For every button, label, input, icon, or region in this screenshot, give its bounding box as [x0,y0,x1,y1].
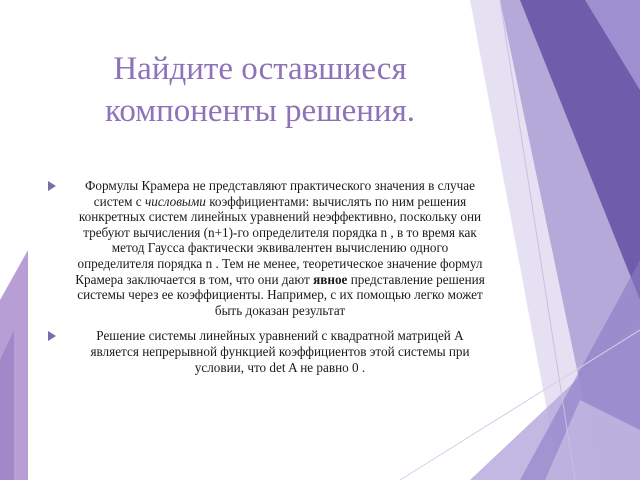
bullet1-part3: представление решения системы через ее коэффициенты. Например, с их помощью легко может быть доказан результат [77,271,485,318]
bullet-text-2: Решение системы линейных уравнений с квадратной матрицей А является непрерывной функцией коэффициентов этой системы при условии, что det A не равно 0 . [90,328,470,375]
bullet-arrow-icon [48,181,56,191]
bullet1-part2: коэффициентами: вычислять по ним решения конкретных систем линейных уравнений неэффективно, поскольку они требуют вычисления (n+1)-го определителя порядка n , в то время как метод Гаусса фактически эквивалентен вычислению одного определителя порядка n . Тем не менее, теоретическое значение формул Крамера заключается в том, что они дают [75,193,483,287]
bullet1-bold: явное [313,271,348,287]
slide-title-line1: Найдите оставшиеся [113,51,407,87]
bullet1-part1: Формулы Крамера не представляют практического значения в случае систем с [85,178,475,209]
bullet-item-2 [48,328,498,375]
bullet-text-1 [48,178,498,318]
bullet-list [48,178,498,385]
bullet-arrow-icon [48,331,56,341]
bullet-item-1 [48,178,498,318]
slide-title [60,48,460,132]
slide-title-line2: компоненты решения. [104,93,416,129]
bullet1-italic: числовыми [144,193,206,209]
